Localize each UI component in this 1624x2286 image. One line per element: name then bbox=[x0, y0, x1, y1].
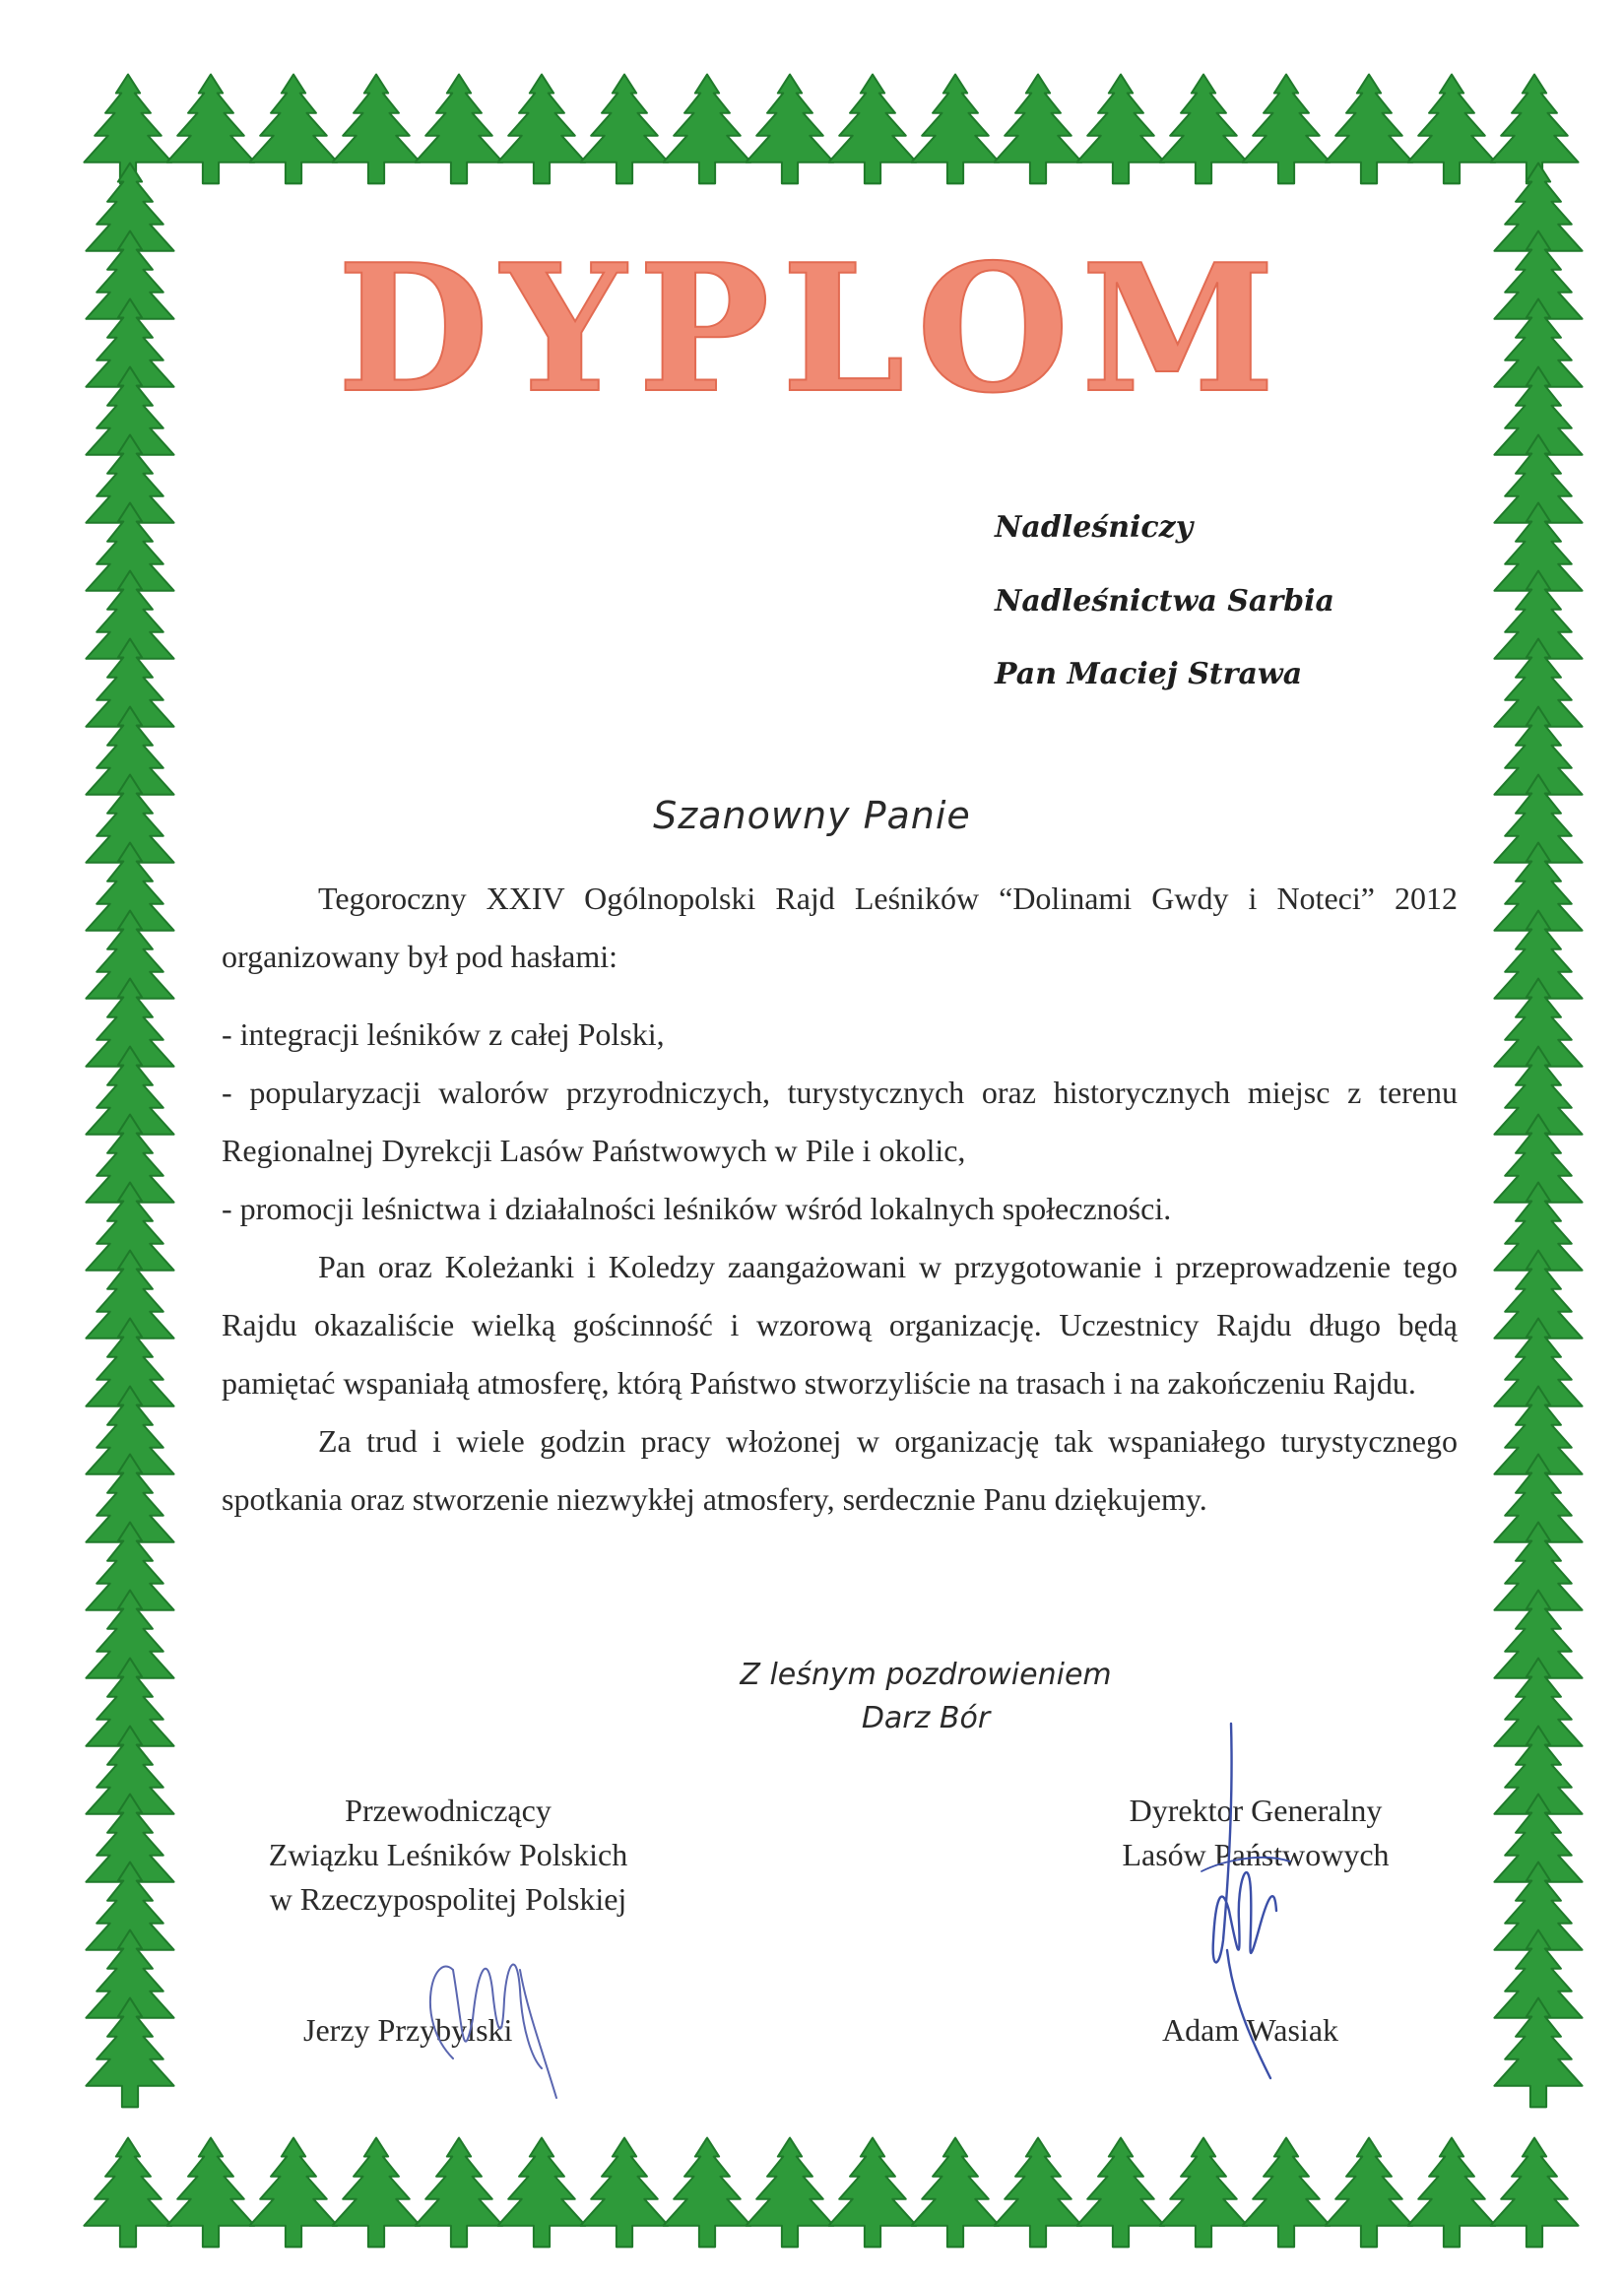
christmas-tree-icon bbox=[663, 2138, 750, 2248]
christmas-tree-icon bbox=[828, 2138, 916, 2248]
christmas-tree-icon bbox=[994, 2138, 1081, 2248]
christmas-tree-icon bbox=[1076, 75, 1164, 184]
left-role-1: Przewodniczący bbox=[345, 1793, 552, 1828]
christmas-tree-icon bbox=[746, 2138, 833, 2248]
christmas-tree-icon bbox=[1159, 2138, 1247, 2248]
christmas-tree-icon bbox=[746, 75, 833, 184]
right-signature bbox=[1142, 1714, 1320, 2088]
left-signatory-name: Jerzy Przybylski bbox=[303, 2012, 513, 2048]
christmas-tree-icon bbox=[249, 75, 337, 184]
christmas-tree-icon bbox=[1407, 75, 1495, 184]
left-role-2: Związku Leśników Polskich bbox=[268, 1837, 628, 1872]
christmas-tree-icon bbox=[332, 2138, 420, 2248]
right-role-2: Lasów Państwowych bbox=[1122, 1837, 1390, 1872]
intro-paragraph: Tegoroczny XXIV Ogólnopolski Rajd Leśników “Dolinami Gwdy i Noteci” 2012 organizowany był pod hasłami: bbox=[222, 881, 1458, 974]
closing-line-1: Z leśnym pozdrowieniem bbox=[740, 1658, 1112, 1692]
christmas-tree-icon bbox=[332, 75, 420, 184]
thanks-paragraph-2: Za trud i wiele godzin pracy włożonej w organizację tak wspaniałego turystycznego spotkania oraz stworzenie niezwykłej atmosfery, serdecznie Panu dziękujemy. bbox=[222, 1423, 1458, 1517]
christmas-tree-icon bbox=[166, 75, 254, 184]
bullet-item-2: - popularyzacji walorów przyrodniczych, turystycznych oraz historycznych miejsc z terenu Regionalnej Dyrekcji Lasów Państwowych w Pile i okolic, bbox=[222, 1075, 1458, 1168]
left-signature bbox=[394, 1911, 591, 2108]
christmas-tree-icon bbox=[911, 75, 999, 184]
bullet-item-1: - integracji leśników z całej Polski, bbox=[222, 1016, 665, 1052]
diploma-title: DYPLOM bbox=[337, 226, 1287, 431]
thanks-paragraph-1: Pan oraz Koleżanki i Koledzy zaangażowani w przygotowanie i przeprowadzenie tego Rajdu okazaliście wielką gościnność i wzorową organizację. Uczestnicy Rajdu długo będą pamiętać wspaniałą atmosferę, którą Państwo stworzyliście na trasach i na zakończeniu Rajdu. bbox=[222, 1249, 1458, 1401]
bullet-item-3: - promocji leśnictwa i działalności leśników wśród lokalnych społeczności. bbox=[222, 1191, 1172, 1226]
christmas-tree-icon bbox=[1076, 2138, 1164, 2248]
christmas-tree-icon bbox=[580, 2138, 668, 2248]
recipient-line-3: Pan Maciej Strawa bbox=[995, 657, 1303, 691]
christmas-tree-icon bbox=[415, 2138, 502, 2248]
left-role-3: w Rzeczypospolitej Polskiej bbox=[269, 1881, 627, 1917]
christmas-tree-icon bbox=[1407, 2138, 1495, 2248]
christmas-tree-icon bbox=[1242, 75, 1330, 184]
christmas-tree-icon bbox=[497, 75, 585, 184]
body-text bbox=[222, 870, 1458, 1529]
christmas-tree-icon bbox=[911, 2138, 999, 2248]
christmas-tree-icon bbox=[415, 75, 502, 184]
christmas-tree-icon bbox=[663, 75, 750, 184]
christmas-tree-icon bbox=[497, 2138, 585, 2248]
left-signatory-roles bbox=[207, 1789, 689, 1922]
christmas-tree-icon bbox=[580, 75, 668, 184]
christmas-tree-icon bbox=[1490, 75, 1578, 184]
right-role-1: Dyrektor Generalny bbox=[1129, 1793, 1383, 1828]
recipient-line-1: Nadleśniczy bbox=[995, 510, 1194, 545]
christmas-tree-icon bbox=[166, 2138, 254, 2248]
christmas-tree-icon bbox=[1159, 75, 1247, 184]
recipient-line-2: Nadleśnictwa Sarbia bbox=[995, 584, 1334, 619]
christmas-tree-icon bbox=[828, 75, 916, 184]
christmas-tree-icon bbox=[1325, 75, 1412, 184]
christmas-tree-icon bbox=[1242, 2138, 1330, 2248]
christmas-tree-icon bbox=[84, 2138, 171, 2248]
closing-line-2: Darz Bór bbox=[861, 1701, 991, 1735]
salutation: Szanowny Panie bbox=[653, 794, 971, 837]
christmas-tree-icon bbox=[1490, 2138, 1578, 2248]
christmas-tree-icon bbox=[249, 2138, 337, 2248]
right-signatory-name: Adam Wasiak bbox=[1162, 2012, 1339, 2048]
christmas-tree-icon bbox=[1325, 2138, 1412, 2248]
christmas-tree-icon bbox=[994, 75, 1081, 184]
